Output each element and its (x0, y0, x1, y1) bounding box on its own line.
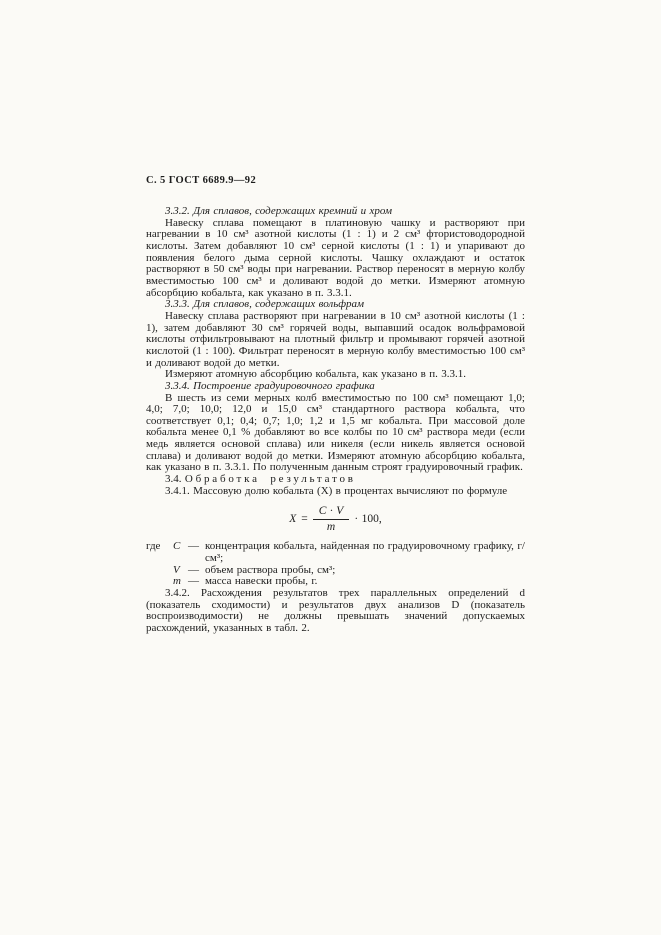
paragraph-3-3-4: В шесть из семи мерных колб вместимостью по 100 см³ помещают 1,0; 4,0; 7,0; 10,0; 12,0 и 15,0 см³ стандартного раствора кобальта, что соответствует 0,1; 0,4; 0,7; 1,0; 1,2 и 1,5 мг кобальта. При массовой доле кобальта менее 0,1 % добавляют во все колбы по 10 см³ раствора меди (если медь является основой сплава) или никеля (если никель является основой сплава) и доливают водой до метки. Измеряют атомную абсорбцию кобальта, как указано в п. 3.3.1. По полученным данным строят градуировочный график. (146, 391, 525, 474)
legend-dash: — (188, 575, 199, 588)
formula-fraction (313, 505, 350, 533)
legend-text-m: масса навески пробы, г. (205, 575, 318, 588)
heading-3-3-3: 3.3.3. Для сплавов, содержащих вольфрам (165, 298, 365, 311)
heading-3-3-4: 3.3.4. Построение градуировочного графика (165, 379, 375, 392)
formula (146, 497, 525, 539)
heading-3-3-2: 3.3.2. Для сплавов, содержащих кремний и хром (165, 205, 392, 217)
legend-text-v: объем раствора пробы, см³; (205, 563, 336, 576)
legend-symbol-v: V (173, 563, 180, 576)
formula-legend (146, 541, 525, 588)
where-label: где (146, 540, 161, 553)
heading-3-4 (146, 474, 525, 486)
paragraph-3-3-3-1: Навеску сплава растворяют при нагревании в 10 см³ азотной кислоты (1 : 1), затем добавляют 30 см³ горячей воды, выпавший осадок вольфрамовой кислоты отфильтровывают на плотный фильтр и промывают горячей азотной кислотой (1 : 100). Фильтрат переносят в мерную колбу вместимостью 100 см³ и доливают водой до метки. (146, 309, 525, 369)
legend-symbol-c: C (173, 540, 181, 553)
paragraph-3-3-2: Навеску сплава помещают в платиновую чашку и растворяют при нагревании в 10 см³ азотной кислоты (1 : 1) и 2 см³ фтористоводородной кислоты. Затем добавляют 10 см³ серной кислоты (1 : 1) и упаривают до появления белого дыма серной кислоты. Чашку охлаждают и остаток растворяют в 50 см³ воды при нагревании. Раствор переносят в мерную колбу вместимостью 100 см³ и доливают водой до метки. Измеряют атомную абсорбцию кобальта, как указано в п. 3.3.1. (146, 216, 525, 299)
document-body (146, 206, 525, 635)
paragraph-3-4-2: 3.4.2. Расхождения результатов трех параллельных определений d (показатель сходимости) и результатов двух анализов D (показатель воспроизводимости) не должны превышать значений допускаемых расхождений, указанных в табл. 2. (146, 587, 525, 634)
heading-3-4-title: Обработка результатов (184, 473, 356, 486)
running-header: С. 5 ГОСТ 6689.9—92 (146, 175, 257, 186)
heading-3-4-number: 3.4. (165, 473, 182, 486)
formula-denominator: m (326, 520, 336, 533)
formula-equals-sign: = (301, 512, 308, 525)
formula-multiplier: · 100, (354, 512, 382, 525)
formula-lhs: X (289, 512, 297, 525)
legend-symbol-m: m (173, 575, 181, 588)
legend-dash: — (188, 540, 199, 553)
paragraph-3-3-3-2: Измеряют атомную абсорбцию кобальта, как указано в п. 3.3.1. (165, 368, 466, 381)
legend-spacer (146, 565, 173, 577)
legend-text-c: концентрация кобальта, найденная по градуировочному графику, г/см³; (205, 540, 525, 565)
paragraph-3-4-1: 3.4.1. Массовую долю кобальта (X) в процентах вычисляют по формуле (165, 484, 508, 497)
formula-numerator: C · V (313, 505, 350, 520)
legend-dash: — (188, 563, 199, 576)
